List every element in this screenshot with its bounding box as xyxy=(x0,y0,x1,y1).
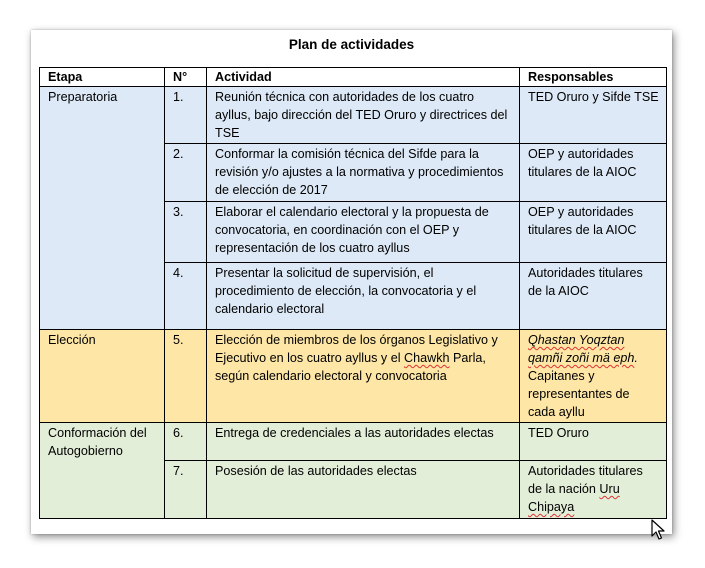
row-actividad xyxy=(207,330,520,423)
row-actividad: Reunión técnica con autoridades de los cuatro ayllus, bajo dirección del TED Oruro y directrices del TSE xyxy=(207,87,520,144)
stage-eleccion: Elección xyxy=(40,330,165,423)
row-responsables: OEP y autoridades titulares de la AIOC xyxy=(520,202,667,263)
row-actividad: Posesión de las autoridades electas xyxy=(207,461,520,519)
mouse-pointer-icon xyxy=(651,519,665,541)
resp-text-chipaya: Chipaya xyxy=(528,500,575,514)
table-header-row xyxy=(40,68,667,87)
row-responsables: Autoridades titulares de la AIOC xyxy=(520,263,667,330)
stage-preparatoria: Preparatoria xyxy=(40,87,165,330)
row-number: 5. xyxy=(165,330,207,423)
resp-text-uru: Uru xyxy=(599,482,620,496)
header-etapa: Etapa xyxy=(40,68,165,87)
row-number: 2. xyxy=(165,144,207,202)
resp-native-line1: Qhastan Yoqztan xyxy=(528,333,625,347)
resp-native-line2: qamñi zoñi mä eph xyxy=(528,351,635,365)
row-number: 6. xyxy=(165,423,207,461)
row-number: 7. xyxy=(165,461,207,519)
header-actividad: Actividad xyxy=(207,68,520,87)
actividad-text-c: Parla, según calendario electoral y convocatoria xyxy=(215,351,486,383)
stage-conformacion: Conformación del Autogobierno xyxy=(40,423,165,519)
actividad-text-a: Elección de miembros de los órganos Legislativo y Ejecutivo en los cuatro ayllus y el xyxy=(215,333,498,365)
row-responsables xyxy=(520,330,667,423)
document-page xyxy=(31,30,672,534)
table-row xyxy=(40,87,667,144)
row-responsables: OEP y autoridades titulares de la AIOC xyxy=(520,144,667,202)
table-row xyxy=(40,330,667,423)
header-responsables: Responsables xyxy=(520,68,667,87)
document-title: Plan de actividades xyxy=(288,37,415,52)
row-actividad: Conformar la comisión técnica del Sifde para la revisión y/o ajustes a la normativa y procedimientos de elección de 2017 xyxy=(207,144,520,202)
resp-capitanes: Capitanes y representantes de cada ayllu xyxy=(528,369,630,419)
row-number: 3. xyxy=(165,202,207,263)
resp-native-dot: . xyxy=(634,351,638,365)
row-number: 4. xyxy=(165,263,207,330)
row-responsables: TED Oruro xyxy=(520,423,667,461)
row-responsables xyxy=(520,461,667,519)
row-number: 1. xyxy=(165,87,207,144)
row-responsables: TED Oruro y Sifde TSE xyxy=(520,87,667,144)
header-numero: N° xyxy=(165,68,207,87)
actividad-text-chawkh: Chawkh xyxy=(404,351,450,365)
table-row xyxy=(40,423,667,461)
row-actividad: Elaborar el calendario electoral y la propuesta de convocatoria, en coordinación con el OEP y representación de los cuatro ayllus xyxy=(207,202,520,263)
row-actividad: Entrega de credenciales a las autoridades electas xyxy=(207,423,520,461)
row-actividad: Presentar la solicitud de supervisión, el procedimiento de elección, la convocatoria y el calendario electoral xyxy=(207,263,520,330)
activities-table xyxy=(39,67,667,519)
resp-text-a: Autoridades titulares de la nación xyxy=(528,464,643,496)
